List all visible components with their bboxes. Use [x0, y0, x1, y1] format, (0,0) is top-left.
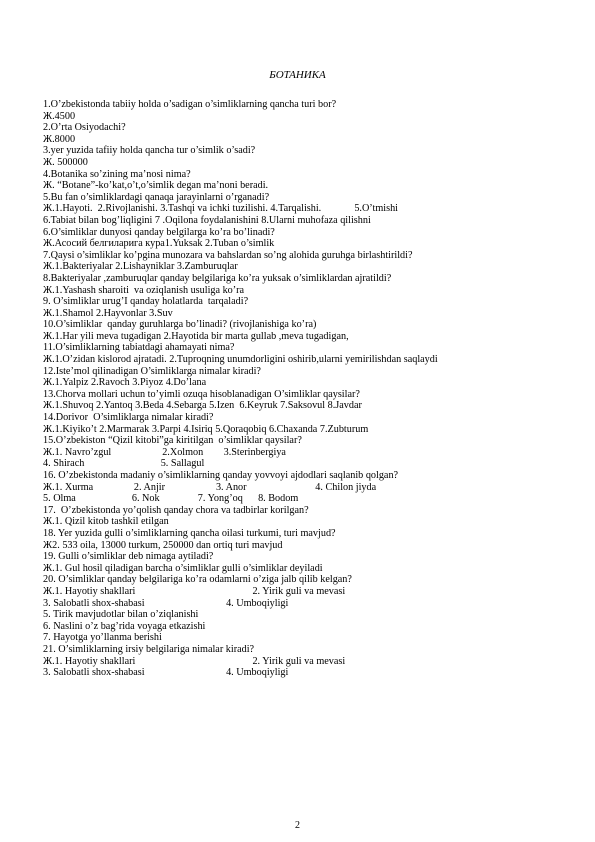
- text-line: Ж.1. Hayotiy shakllari 2. Yirik guli va mevasi: [43, 585, 346, 597]
- text-line: 6. Naslini o’z bag’rida voyaga etkazishi: [43, 620, 206, 632]
- text-line: 12.Iste’mol qilinadigan O’simliklarga nimalar kiradi?: [43, 365, 261, 377]
- text-line: 6.Tabiat bilan bog’liqligini 7 .Oqilona foydalanishini 8.Ularni muhofaza qilishni: [43, 214, 371, 226]
- text-line: 4.Botanika so’zining ma’nosi nima?: [43, 168, 191, 180]
- text-line: Ж. “Botane”-ko’kat,o’t,o’simlik degan ma’noni beradi.: [43, 180, 269, 192]
- text-line: Ж.4500: [43, 110, 76, 122]
- text-line: 17. O’zbekistonda yo’qolish qanday chora va tadbirlar korilgan?: [43, 504, 309, 516]
- text-line: 4. Shirach 5. Sallagul: [43, 458, 205, 470]
- text-line: 6.O’simliklar dunyosi qanday belgilarga ko’ra bo’linadi?: [43, 226, 275, 238]
- text-line: 13.Chorva mollari uchun to’yimli ozuqa hisoblanadigan O’simliklar qaysilar?: [43, 388, 360, 400]
- text-line: Ж.1. Hayotiy shakllari 2. Yirik guli va mevasi: [43, 655, 346, 667]
- text-line: 5. Tirik mavjudotlar bilan o’ziqlanishi: [43, 609, 199, 621]
- page-number: 2: [295, 820, 300, 831]
- text-line: Ж.1.Hayoti. 2.Rivojlanishi. 3.Tashqi va ichki tuzilishi. 4.Tarqalishi. 5.O’tmishi: [43, 203, 398, 215]
- text-line: 16. O’zbekistonda madaniy o’simliklarning qanday yovvoyi ajdodlari saqlanib qolgan?: [43, 470, 399, 481]
- text-line: 19. Gulli o’simliklar deb nimaga aytiladi?: [43, 551, 214, 563]
- text-line: Ж.1.Har yili meva tugadigan 2.Hayotida bir marta gullab ,meva tugadigan,: [43, 330, 349, 342]
- text-line: Ж2. 533 oila, 13000 turkum, 250000 dan ortiq turi mavjud: [43, 539, 283, 551]
- text-line: Ж.1. Navro’zgul 2.Xolmon 3.Sterinbergiya: [43, 446, 286, 458]
- text-line: 9. O’simliklar urug’I qanday holatlarda tarqaladi?: [43, 296, 249, 308]
- text-line: Ж.1.Shuvoq 2.Yantoq 3.Beda 4.Sebarga 5.Izen 6.Keyruk 7.Saksovul 8.Javdar: [43, 400, 362, 412]
- text-line: 11.O’simliklarning tabiatdagi ahamayati nima?: [43, 342, 235, 354]
- text-line: 7. Hayotga yo’llanma berishi: [43, 632, 162, 644]
- text-line: 18. Yer yuzida gulli o’simliklarning qancha oilasi turkumi, turi mavjud?: [43, 527, 336, 539]
- text-line: Ж.Асосий белгиларига кура1.Yuksak 2.Tuban o’simlik: [43, 238, 275, 250]
- text-line: 14.Dorivor O’simliklarga nimalar kiradi?: [43, 412, 214, 424]
- text-line: Ж.1.Yashash sharoiti va oziqlanish usuliga ko’ra: [43, 284, 245, 296]
- text-line: 3.yer yuzida tafiiy holda qancha tur o’simlik o’sadi?: [43, 145, 256, 157]
- text-line: 8.Bakteriyalar ,zamburuqlar qanday belgilariga ko’ra yuksak o’simliklardan ajratildi?: [43, 272, 392, 284]
- text-line: Ж.1.Bakteriyalar 2.Lishayniklar 3.Zamburuqlar: [43, 261, 238, 273]
- question-list: [43, 99, 588, 679]
- page-title: БОТАНИКА: [269, 69, 326, 81]
- text-line: Ж.1. Xurma 2. Anjir 3. Anor 4. Chilon jiyda: [43, 481, 377, 493]
- text-line: Ж. 500000: [43, 156, 88, 168]
- text-line: 5.Bu fan o’simliklardagi qanaqa jarayinlarni o’rganadi?: [43, 191, 270, 203]
- text-line: 15.O’zbekiston “Qizil kitobi”ga kiritilgan o’simliklar qaysilar?: [43, 435, 302, 447]
- text-line: 2.O’rta Osiyodachi?: [43, 122, 126, 134]
- text-line: Ж.1. Gul hosil qiladigan barcha o’simliklar gulli o’simliklar deyiladi: [43, 562, 323, 574]
- text-line: 1.O’zbekistonda tabiiy holda o’sadigan o’simliklarning qancha turi bor?: [43, 99, 337, 110]
- text-line: 7.Qaysi o’simliklar ko’pgina munozara va bahslardan so’ng alohida guruhga birlashtirildi?: [43, 249, 413, 261]
- text-line: Ж.1.Shamol 2.Hayvonlar 3.Suv: [43, 307, 173, 319]
- text-line: 3. Salobatli shox-shabasi 4. Umboqiyligi: [43, 667, 289, 679]
- text-line: 5. Olma 6. Nok 7. Yong’oq 8. Bodom: [43, 493, 299, 505]
- text-line: 10.O’simliklar qanday guruhlarga bo’linadi? (rivojlanishiga ko’ra): [43, 319, 317, 331]
- text-line: 21. O’simliklarning irsiy belgilariga nimalar kiradi?: [43, 643, 255, 655]
- text-line: Ж.1. Qizil kitob tashkil etilgan: [43, 516, 169, 528]
- text-line: 20. O’simliklar qanday belgilariga ko’ra odamlarni o’ziga jalb qilib kelgan?: [43, 574, 352, 586]
- text-line: Ж.1.Kiyiko’t 2.Marmarak 3.Parpi 4.Isiriq 5.Qoraqobiq 6.Chaxanda 7.Zubturum: [43, 423, 369, 435]
- text-line: Ж.1.O’zidan kislorod ajratadi. 2.Tuproqning unumdorligini oshirib,ularni yemirilishdan saqlaydi: [43, 354, 438, 366]
- text-line: 3. Salobatli shox-shabasi 4. Umboqiyligi: [43, 597, 289, 609]
- text-line: Ж.1.Yalpiz 2.Ravoch 3.Piyoz 4.Do’lana: [43, 377, 207, 389]
- text-line: Ж.8000: [43, 133, 76, 145]
